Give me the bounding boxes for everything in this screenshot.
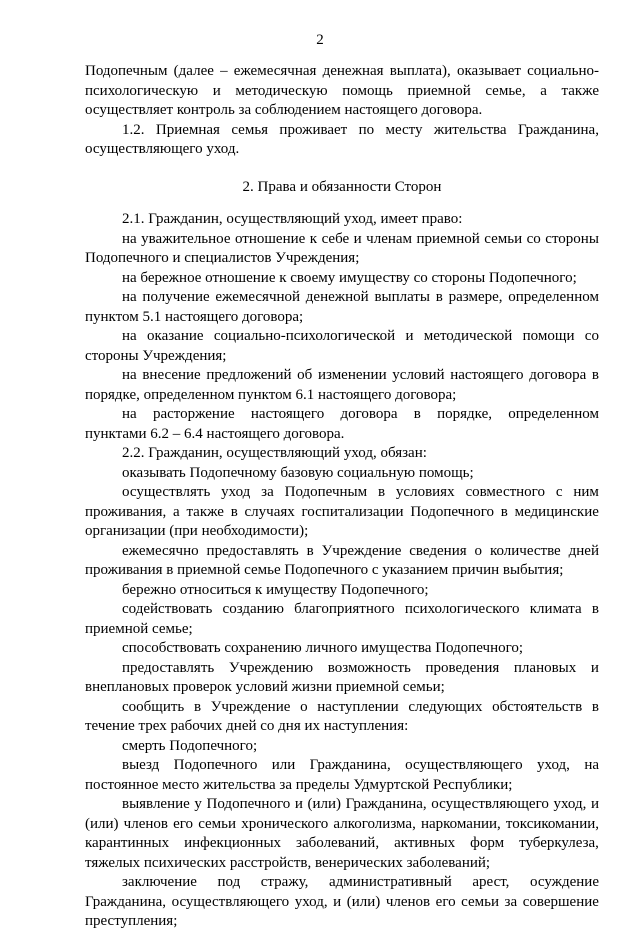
word: размере, xyxy=(448,289,503,305)
word: или xyxy=(271,757,296,773)
word: семьи xyxy=(484,230,523,247)
word: методической xyxy=(423,328,513,344)
word: административный xyxy=(329,874,452,890)
word: на xyxy=(122,367,137,383)
word: проживания, xyxy=(85,503,167,520)
word: сообщить xyxy=(122,698,185,715)
word: с xyxy=(555,484,563,500)
word: Гражданина, xyxy=(517,121,599,138)
word: медицинские xyxy=(514,503,599,520)
text-line: проживания в приемной семье Подопечного с указанием причин выбытия; xyxy=(85,562,564,578)
text-line: организации (при необходимости); xyxy=(85,523,309,539)
text-line: осуществляет контроль за соблюдением настоящего договора. xyxy=(85,102,483,118)
word: в xyxy=(377,484,386,500)
text-line: пунктом 5.1 настоящего договора; xyxy=(85,308,304,325)
text-line xyxy=(85,834,599,854)
word: токсикомании, xyxy=(505,815,599,832)
word: членов xyxy=(385,893,431,910)
text-line: бережно относиться к имуществу Подопечного; xyxy=(122,581,429,598)
word: об xyxy=(297,367,313,383)
word: инфекционных xyxy=(184,835,282,851)
word: со xyxy=(584,328,599,344)
text-line: Подопечного и специалистов Учреждения; xyxy=(85,250,360,266)
page-number: 2 xyxy=(316,32,324,48)
word: за xyxy=(261,484,274,500)
word: членам xyxy=(366,230,413,247)
word: арест, xyxy=(472,874,510,890)
section-heading: 2. Права и обязанности Сторон xyxy=(242,178,442,195)
text-line: порядке, определенном пунктом 6.1 настоящего договора; xyxy=(85,386,457,403)
text-line: способствовать сохранению личного имущества Подопечного; xyxy=(122,640,524,656)
word: его xyxy=(173,815,194,832)
word: уход, xyxy=(537,757,570,773)
word: и xyxy=(294,796,303,812)
word: к xyxy=(309,230,318,247)
document-body xyxy=(85,62,599,932)
word: оказание xyxy=(147,328,204,344)
word: и xyxy=(405,328,414,344)
paragraph-1-2 xyxy=(85,121,599,141)
word: климата xyxy=(529,601,582,617)
text-line: приемной семье; xyxy=(85,620,193,637)
word: обстоятельств xyxy=(492,698,583,715)
word: осуществлять xyxy=(122,484,211,500)
word: дней xyxy=(568,542,599,559)
text-line xyxy=(85,405,599,425)
word: стороны xyxy=(545,230,599,247)
word: на xyxy=(122,328,137,344)
word: в xyxy=(306,542,314,559)
word: психологического xyxy=(404,601,520,617)
word: благоприятного xyxy=(294,601,395,617)
word: алкоголизма, xyxy=(333,815,416,832)
word: Учреждение xyxy=(321,542,402,559)
word: определенном xyxy=(508,289,599,305)
word: а xyxy=(173,503,180,520)
text-line xyxy=(85,815,599,835)
word: госпитализации xyxy=(301,503,404,520)
word: Подопечным xyxy=(284,484,368,500)
word: Гражданина, xyxy=(345,796,427,812)
word: проведения xyxy=(425,659,500,676)
word: расторжение xyxy=(152,406,235,422)
word: порядке, xyxy=(437,406,493,422)
text-line: стороны Учреждения; xyxy=(85,347,227,364)
word: Подопечным xyxy=(85,63,168,79)
text-line: смерть Подопечного; xyxy=(122,737,258,754)
word: следующих xyxy=(408,698,483,715)
word: предоставлять xyxy=(206,542,299,559)
text-line xyxy=(85,483,599,503)
text-line: на бережное отношение к своему имуществу со стороны Подопечного; xyxy=(122,269,577,286)
word: также xyxy=(561,82,599,99)
word: на xyxy=(122,230,137,247)
word: Подопечного xyxy=(173,757,258,773)
word: также xyxy=(186,503,224,520)
text-line xyxy=(85,698,599,718)
word: предоставлять xyxy=(122,659,215,676)
word: осуществляющего xyxy=(405,757,523,773)
word: ним xyxy=(573,484,599,500)
word: на xyxy=(122,406,137,422)
word: его xyxy=(435,893,456,910)
word: внесение xyxy=(142,367,201,383)
text-line xyxy=(85,82,599,102)
word: семьи xyxy=(461,893,499,910)
text-line xyxy=(85,62,599,82)
word: денежная xyxy=(322,63,384,79)
word: заключение xyxy=(122,874,197,890)
word: случаях xyxy=(244,503,295,520)
word: проживает xyxy=(279,121,348,138)
text-line: тяжелых психических расстройств, венерических заболеваний; xyxy=(85,854,491,871)
word: возможность xyxy=(327,659,411,676)
word: и xyxy=(333,893,342,910)
text-line: оказывать Подопечному базовую социальную помощь; xyxy=(122,464,474,481)
word: совершение xyxy=(522,893,599,910)
word: наступлении xyxy=(317,698,399,715)
word: осуществляющего xyxy=(171,893,290,910)
word: Подопечного xyxy=(206,796,291,812)
word: уход, xyxy=(294,893,328,910)
word: уход, xyxy=(553,796,587,812)
word: семье, xyxy=(485,82,526,99)
word: и xyxy=(353,230,362,247)
word: условий xyxy=(392,367,445,383)
text-line xyxy=(85,327,599,347)
word: помощь xyxy=(342,82,393,99)
word: в xyxy=(591,367,599,383)
word: в xyxy=(193,698,202,715)
word: количестве xyxy=(489,542,561,559)
word: уход xyxy=(221,484,251,500)
word: форм xyxy=(470,835,505,851)
word: социально-психологической xyxy=(213,328,396,344)
word: хронического xyxy=(241,815,329,832)
word: денежной xyxy=(305,289,369,305)
word: на xyxy=(122,289,137,305)
text-line xyxy=(85,893,599,913)
word: карантинных xyxy=(85,835,170,851)
word: приемной xyxy=(416,230,480,247)
word: осуждение xyxy=(529,874,599,890)
paragraph-2-1: 2.1. Гражданин, осуществляющий уход, имеет право: xyxy=(122,211,463,227)
word: в xyxy=(230,503,238,520)
word: семья xyxy=(231,121,269,138)
word: договора xyxy=(340,406,398,422)
word: и xyxy=(212,82,221,99)
word: в xyxy=(413,406,421,422)
word: ежемесячной xyxy=(215,289,301,305)
text-line xyxy=(85,756,599,776)
word: 1.2. xyxy=(122,121,145,138)
word: Гражданина, xyxy=(85,893,167,910)
word: оказывает xyxy=(456,63,521,79)
word: – xyxy=(220,63,228,79)
word: выезд xyxy=(122,757,160,773)
word: в xyxy=(591,601,599,617)
word: о xyxy=(300,698,308,715)
word: Учреждение xyxy=(210,698,291,715)
word: (далее xyxy=(173,63,214,79)
text-line: преступления; xyxy=(85,913,178,929)
word: стражу, xyxy=(260,874,309,890)
text-line xyxy=(85,600,599,620)
text-line: течение трех рабочих дней со дня их наступления: xyxy=(85,718,409,734)
text-line xyxy=(85,503,599,523)
word: за xyxy=(504,893,518,910)
word: отношение xyxy=(235,230,306,247)
word: Учреждению xyxy=(228,659,314,676)
word: а xyxy=(540,82,547,99)
word: и xyxy=(590,796,599,812)
word: помощи xyxy=(522,328,575,344)
word: плановых xyxy=(513,659,577,676)
word: определенном xyxy=(508,406,599,422)
word: выплата), xyxy=(389,63,451,79)
word: в xyxy=(591,698,599,715)
text-line: постоянное место жительства за пределы Удмуртской Республики; xyxy=(85,776,513,793)
word: Гражданина, xyxy=(309,757,391,773)
word: о xyxy=(474,542,483,559)
word: жительства xyxy=(433,121,507,138)
word: заболеваний, xyxy=(296,835,380,851)
word: сведения xyxy=(409,542,467,559)
word: семьи xyxy=(198,815,237,832)
word: методическую xyxy=(235,82,328,99)
word: (или) xyxy=(346,893,381,910)
word: условиях xyxy=(395,484,455,500)
text-line: внеплановых проверок условий жизни приемной семьи; xyxy=(85,679,445,695)
word: договора xyxy=(529,367,587,383)
word: туберкулеза, xyxy=(519,835,599,851)
word: Подопечного xyxy=(410,503,495,520)
word: получение xyxy=(142,289,210,305)
text-line xyxy=(85,659,599,679)
word: (или) xyxy=(307,796,342,812)
word: выплаты xyxy=(374,289,431,305)
word: наркомании, xyxy=(420,815,501,832)
text-line: осуществляющего уход. xyxy=(85,141,240,157)
word: осуществляющего xyxy=(431,796,549,812)
word: созданию xyxy=(222,601,284,617)
word: содействовать xyxy=(122,601,213,617)
word: настоящего xyxy=(250,406,325,422)
word: у xyxy=(194,796,202,812)
text-line xyxy=(85,873,599,893)
word: активных xyxy=(394,835,456,851)
word: предложений xyxy=(206,367,292,383)
text-line xyxy=(85,795,599,815)
word: месту xyxy=(385,121,423,138)
word: изменении xyxy=(317,367,387,383)
word: социально- xyxy=(527,63,599,79)
word: Приемная xyxy=(155,121,220,138)
word: под xyxy=(217,874,241,890)
text-line xyxy=(85,542,599,562)
word: в xyxy=(435,289,443,305)
word: уважительное xyxy=(141,230,231,247)
word: в xyxy=(500,503,508,520)
text-line: пунктами 6.2 – 6.4 настоящего договора. xyxy=(85,425,345,442)
word: настоящего xyxy=(450,367,524,383)
word: по xyxy=(358,121,375,138)
word: выявление xyxy=(122,796,190,812)
word: членов xyxy=(123,815,168,832)
word: и xyxy=(590,659,599,676)
paragraph-2-2: 2.2. Гражданин, осуществляющий уход, обязан: xyxy=(122,445,427,461)
word: психологическую xyxy=(85,82,199,99)
word: совместного xyxy=(465,484,545,500)
text-line xyxy=(85,230,599,250)
word: ежемесячная xyxy=(233,63,317,79)
word: на xyxy=(584,757,599,773)
text-line xyxy=(85,288,599,308)
word: себе xyxy=(321,230,350,247)
word: приемной xyxy=(407,82,471,99)
word: со xyxy=(526,230,541,247)
word: ежемесячно xyxy=(122,542,199,559)
word: (или) xyxy=(85,815,119,832)
text-line xyxy=(85,366,599,386)
